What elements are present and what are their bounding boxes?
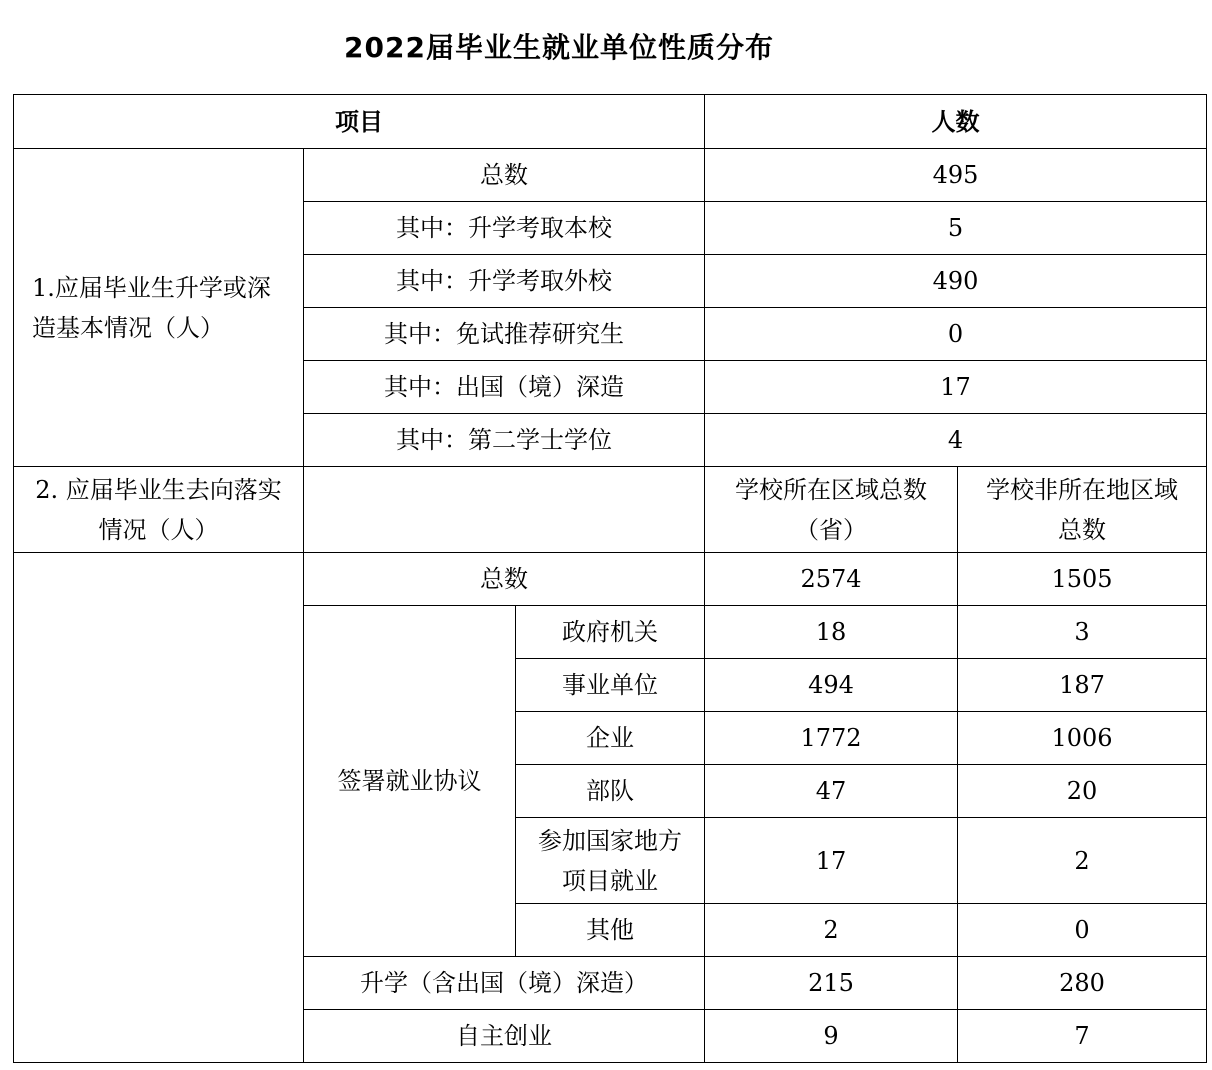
agreement-row-in: 17: [705, 818, 958, 904]
employment-table: [13, 94, 1207, 1063]
total-label: 总数: [304, 553, 705, 606]
agreement-row-label: 其他: [516, 904, 705, 957]
self-employed-label: 自主创业: [304, 1010, 705, 1063]
agreement-row-label: 企业: [516, 712, 705, 765]
section1-label-text: 1.应届毕业生升学或深造基本情况（人）: [32, 273, 271, 342]
agreement-row-out: 187: [958, 659, 1207, 712]
agreement-row-label: 部队: [516, 765, 705, 818]
row-value: 0: [705, 308, 1207, 361]
row-label: 其中：免试推荐研究生: [304, 308, 705, 361]
table-row: [14, 553, 1207, 606]
row-label: 其中：升学考取外校: [304, 255, 705, 308]
row-label: 总数: [304, 149, 705, 202]
row-value: 5: [705, 202, 1207, 255]
agreement-row-in: 2: [705, 904, 958, 957]
agreement-row-in: 47: [705, 765, 958, 818]
total-out: 1505: [958, 553, 1207, 606]
header-count: 人数: [705, 95, 1207, 149]
page-title: 2022届毕业生就业单位性质分布: [344, 31, 774, 64]
self-employed-out: 7: [958, 1010, 1207, 1063]
row-value: 495: [705, 149, 1207, 202]
row-value: 17: [705, 361, 1207, 414]
section1-label: [14, 149, 304, 467]
self-employed-in: 9: [705, 1010, 958, 1063]
further-study-label: 升学（含出国（境）深造）: [304, 957, 705, 1010]
agreement-row-in: 494: [705, 659, 958, 712]
agreement-row-out: 2: [958, 818, 1207, 904]
section2-blank-column: [14, 553, 304, 1063]
col-in-region-text: 学校所在区域总数（省）: [735, 475, 927, 544]
col-out-region-text: 学校非所在地区域总数: [986, 475, 1178, 544]
table-header-row: [14, 95, 1207, 149]
table-row: [14, 149, 1207, 202]
agreement-row-out: 1006: [958, 712, 1207, 765]
col-in-region: [705, 467, 958, 553]
section2-header-row: [14, 467, 1207, 553]
agreement-row-label: 政府机关: [516, 606, 705, 659]
agreement-row-in: 1772: [705, 712, 958, 765]
col-out-region: [958, 467, 1207, 553]
agreement-row-label-text: 参加国家地方项目就业: [538, 826, 682, 895]
agreement-row-label: [516, 818, 705, 904]
agreement-row-out: 20: [958, 765, 1207, 818]
section2-blank: [304, 467, 705, 553]
header-item: 项目: [14, 95, 705, 149]
agreement-row-out: 3: [958, 606, 1207, 659]
row-value: 4: [705, 414, 1207, 467]
row-label: 其中：出国（境）深造: [304, 361, 705, 414]
agreement-row-out: 0: [958, 904, 1207, 957]
row-value: 490: [705, 255, 1207, 308]
further-study-out: 280: [958, 957, 1207, 1010]
section2-label-text: 2. 应届毕业生去向落实情况（人）: [35, 475, 282, 544]
row-label: 其中：升学考取本校: [304, 202, 705, 255]
further-study-in: 215: [705, 957, 958, 1010]
row-label: 其中：第二学士学位: [304, 414, 705, 467]
agreement-label: 签署就业协议: [304, 606, 516, 957]
agreement-row-in: 18: [705, 606, 958, 659]
section2-label: [14, 467, 304, 553]
agreement-row-label: 事业单位: [516, 659, 705, 712]
total-in: 2574: [705, 553, 958, 606]
